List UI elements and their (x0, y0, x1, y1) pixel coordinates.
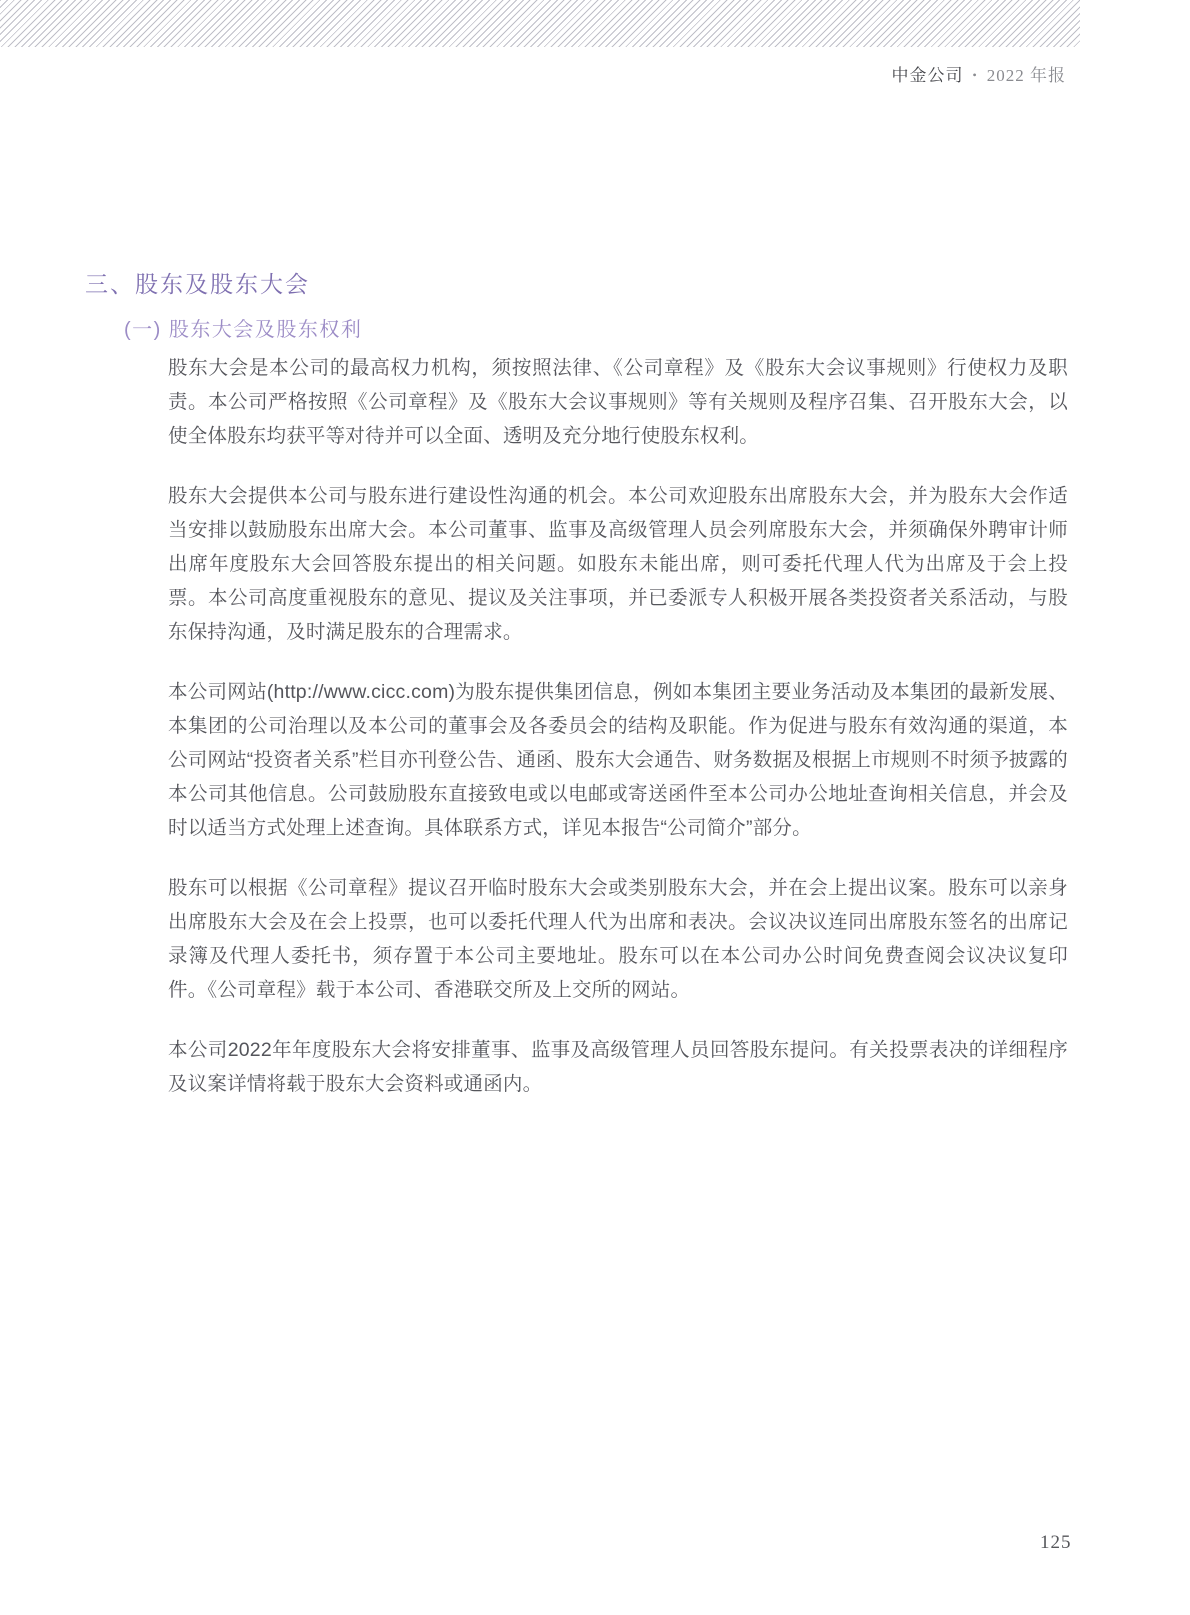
report-edition: 2022 年报 (986, 66, 1066, 85)
paragraph-4: 股东可以根据《公司章程》提议召开临时股东大会或类别股东大会，并在会上提出议案。股东可以亲身出席股东大会及在会上投票，也可以委托代理人代为出席和表决。会议决议连同出席股东签名的出席记录簿及代理人委托书，须存置于本公司主要地址。股东可以在本公司办公时间免费查阅会议决议复印件。《公司章程》载于本公司、香港联交所及上交所的网站。 (168, 877, 1068, 1001)
company-name: 中金公司 (891, 66, 964, 85)
subsection-title: (一) 股东大会及股东权利 (124, 319, 363, 341)
running-header (892, 61, 1066, 86)
decorative-hatch-band (0, 0, 1080, 47)
body-content (168, 351, 1068, 1101)
page-number: 125 (1040, 1532, 1072, 1553)
section-title: 三、股东及股东大会 (85, 271, 310, 297)
paragraph-2: 股东大会提供本公司与股东进行建设性沟通的机会。本公司欢迎股东出席股东大会，并为股东大会作适当安排以鼓励股东出席大会。本公司董事、监事及高级管理人员会列席股东大会，并须确保外聘审计师出席年度股东大会回答股东提出的相关问题。如股东未能出席，则可委托代理人代为出席及于会上投票。本公司高度重视股东的意见、提议及关注事项，并已委派专人积极开展各类投资者关系活动，与股东保持沟通，及时满足股东的合理需求。 (168, 485, 1068, 643)
paragraph-5: 本公司2022年年度股东大会将安排董事、监事及高级管理人员回答股东提问。有关投票表决的详细程序及议案详情将载于股东大会资料或通函内。 (168, 1039, 1068, 1095)
header-bullet-separator: • (972, 68, 978, 82)
paragraph-3: 本公司网站(http://www.cicc.com)为股东提供集团信息，例如本集团主要业务活动及本集团的最新发展、本集团的公司治理以及本公司的董事会及各委员会的结构及职能。作为促进与股东有效沟通的渠道，本公司网站“投资者关系”栏目亦刊登公告、通函、股东大会通告、财务数据及根据上市规则不时须予披露的本公司其他信息。公司鼓励股东直接致电或以电邮或寄送函件至本公司办公地址查询相关信息，并会及时以适当方式处理上述查询。具体联系方式，详见本报告“公司简介”部分。 (168, 681, 1068, 839)
paragraph-1: 股东大会是本公司的最高权力机构，须按照法律、《公司章程》及《股东大会议事规则》行使权力及职责。本公司严格按照《公司章程》及《股东大会议事规则》等有关规则及程序召集、召开股东大会，以使全体股东均获平等对待并可以全面、透明及充分地行使股东权利。 (168, 357, 1068, 447)
